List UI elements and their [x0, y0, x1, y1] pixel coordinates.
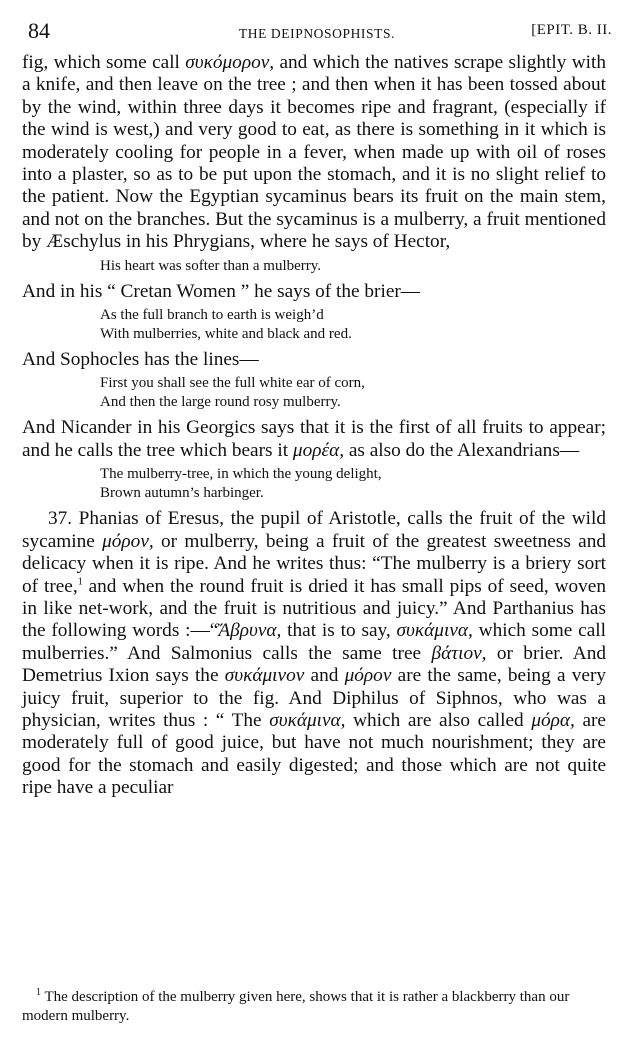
greek-word: Ἄβρυνα, — [218, 620, 282, 642]
footnote-ref[interactable]: 1 — [77, 576, 83, 588]
greek-word: βάτιον, — [431, 642, 487, 664]
verse-quote-3: First you shall see the full white ear of corn, And then the large round rosy mulberry. — [100, 375, 365, 411]
section-marker: [EPIT. B. II. — [531, 22, 612, 38]
greek-word: μόρα, — [531, 709, 575, 731]
paragraph-3: And Sophocles has the lines— — [22, 349, 259, 371]
verse-quote-2: As the full branch to earth is weigh’d With mulberries, white and black and red. — [100, 307, 352, 343]
verse-quote-4: The mulberry-tree, in which the young delight, Brown autumn’s harbinger. — [100, 466, 382, 502]
paragraph-1: fig, which some call συκόμορον, and which the natives scrape slightly with a knife, and then leave on the tree ; and then when it has been tossed about by the wind, within three days it becomes ripe and fragrant, (especially if the wind is west,) and very good to eat, as there is something in it which is moderately cooling for people in a fever, when made up with oil of roses into a plaster, so as to be put upon the stomach, and it is no slight relief to the patient. Now the Egyptian sycaminus bears its fruit on the main stem, and not on the branches. But the sycaminus is a mulberry, a fruit mentioned by Æschylus in his Phrygians, where he says of Hector, — [22, 52, 606, 253]
paragraph-4: And Nicander in his Georgics says that it is the first of all fruits to appear; and he calls the tree which bears it μορέα, as also do the Alexandrians— — [22, 417, 606, 461]
paragraph-37: 37. Phanias of Eresus, the pupil of Aristotle, calls the fruit of the wild sycamine μόρον, or mulberry, being a fruit of the greatest sweetness and delicacy when it is ripe. And he writes thus: “The mulberry is a briery sort of tree,$^1$ and when the round fruit is dried it has small pips of seed, woven in like net-work, and the fruit is nutritious and juicy.” And Parthanius has the following words :—“Ἄβρυνα, that is to say, συκάμινα, which some call mulberries.” And Salmonius calls the same tree βάτιον, or brier. And Demetrius Ixion says the συκάμινον and μόρον are the same, being a very juicy fruit, superior to the fig. And Diphilus of Siphnos, who was a physician, writes thus : “ The συκάμινα, which are also called μόρα, are moderately full of good juice, but have not much nourishment; they are good for the stomach and easily digested; and those which are not quite ripe have a peculiar — [22, 508, 607, 799]
paragraph-2: And in his “ Cretan Women ” he says of the brier— — [22, 280, 421, 302]
footnote-mark: 1 — [36, 987, 41, 998]
page-body — [22, 52, 606, 800]
page-header — [22, 18, 612, 44]
greek-word: συκάμινα, — [269, 709, 346, 731]
running-title: THE DEIPNOSOPHISTS. — [238, 26, 396, 41]
footnote: $^1$ The description of the mulberry given here, shows that it is rather a blackberry than our modern mulberry. — [22, 987, 570, 1024]
greek-word: μόρον — [344, 665, 392, 687]
greek-word: συκάμινα, — [396, 620, 473, 642]
page-number: 84 — [28, 18, 50, 43]
verse-quote-1: His heart was softer than a mulberry. — [100, 257, 322, 274]
greek-word: μόρον, — [102, 530, 154, 552]
greek-word: συκόμορον, — [185, 52, 275, 73]
greek-word: συκάμινον — [224, 665, 305, 687]
greek-word: μορέα, — [292, 439, 345, 461]
